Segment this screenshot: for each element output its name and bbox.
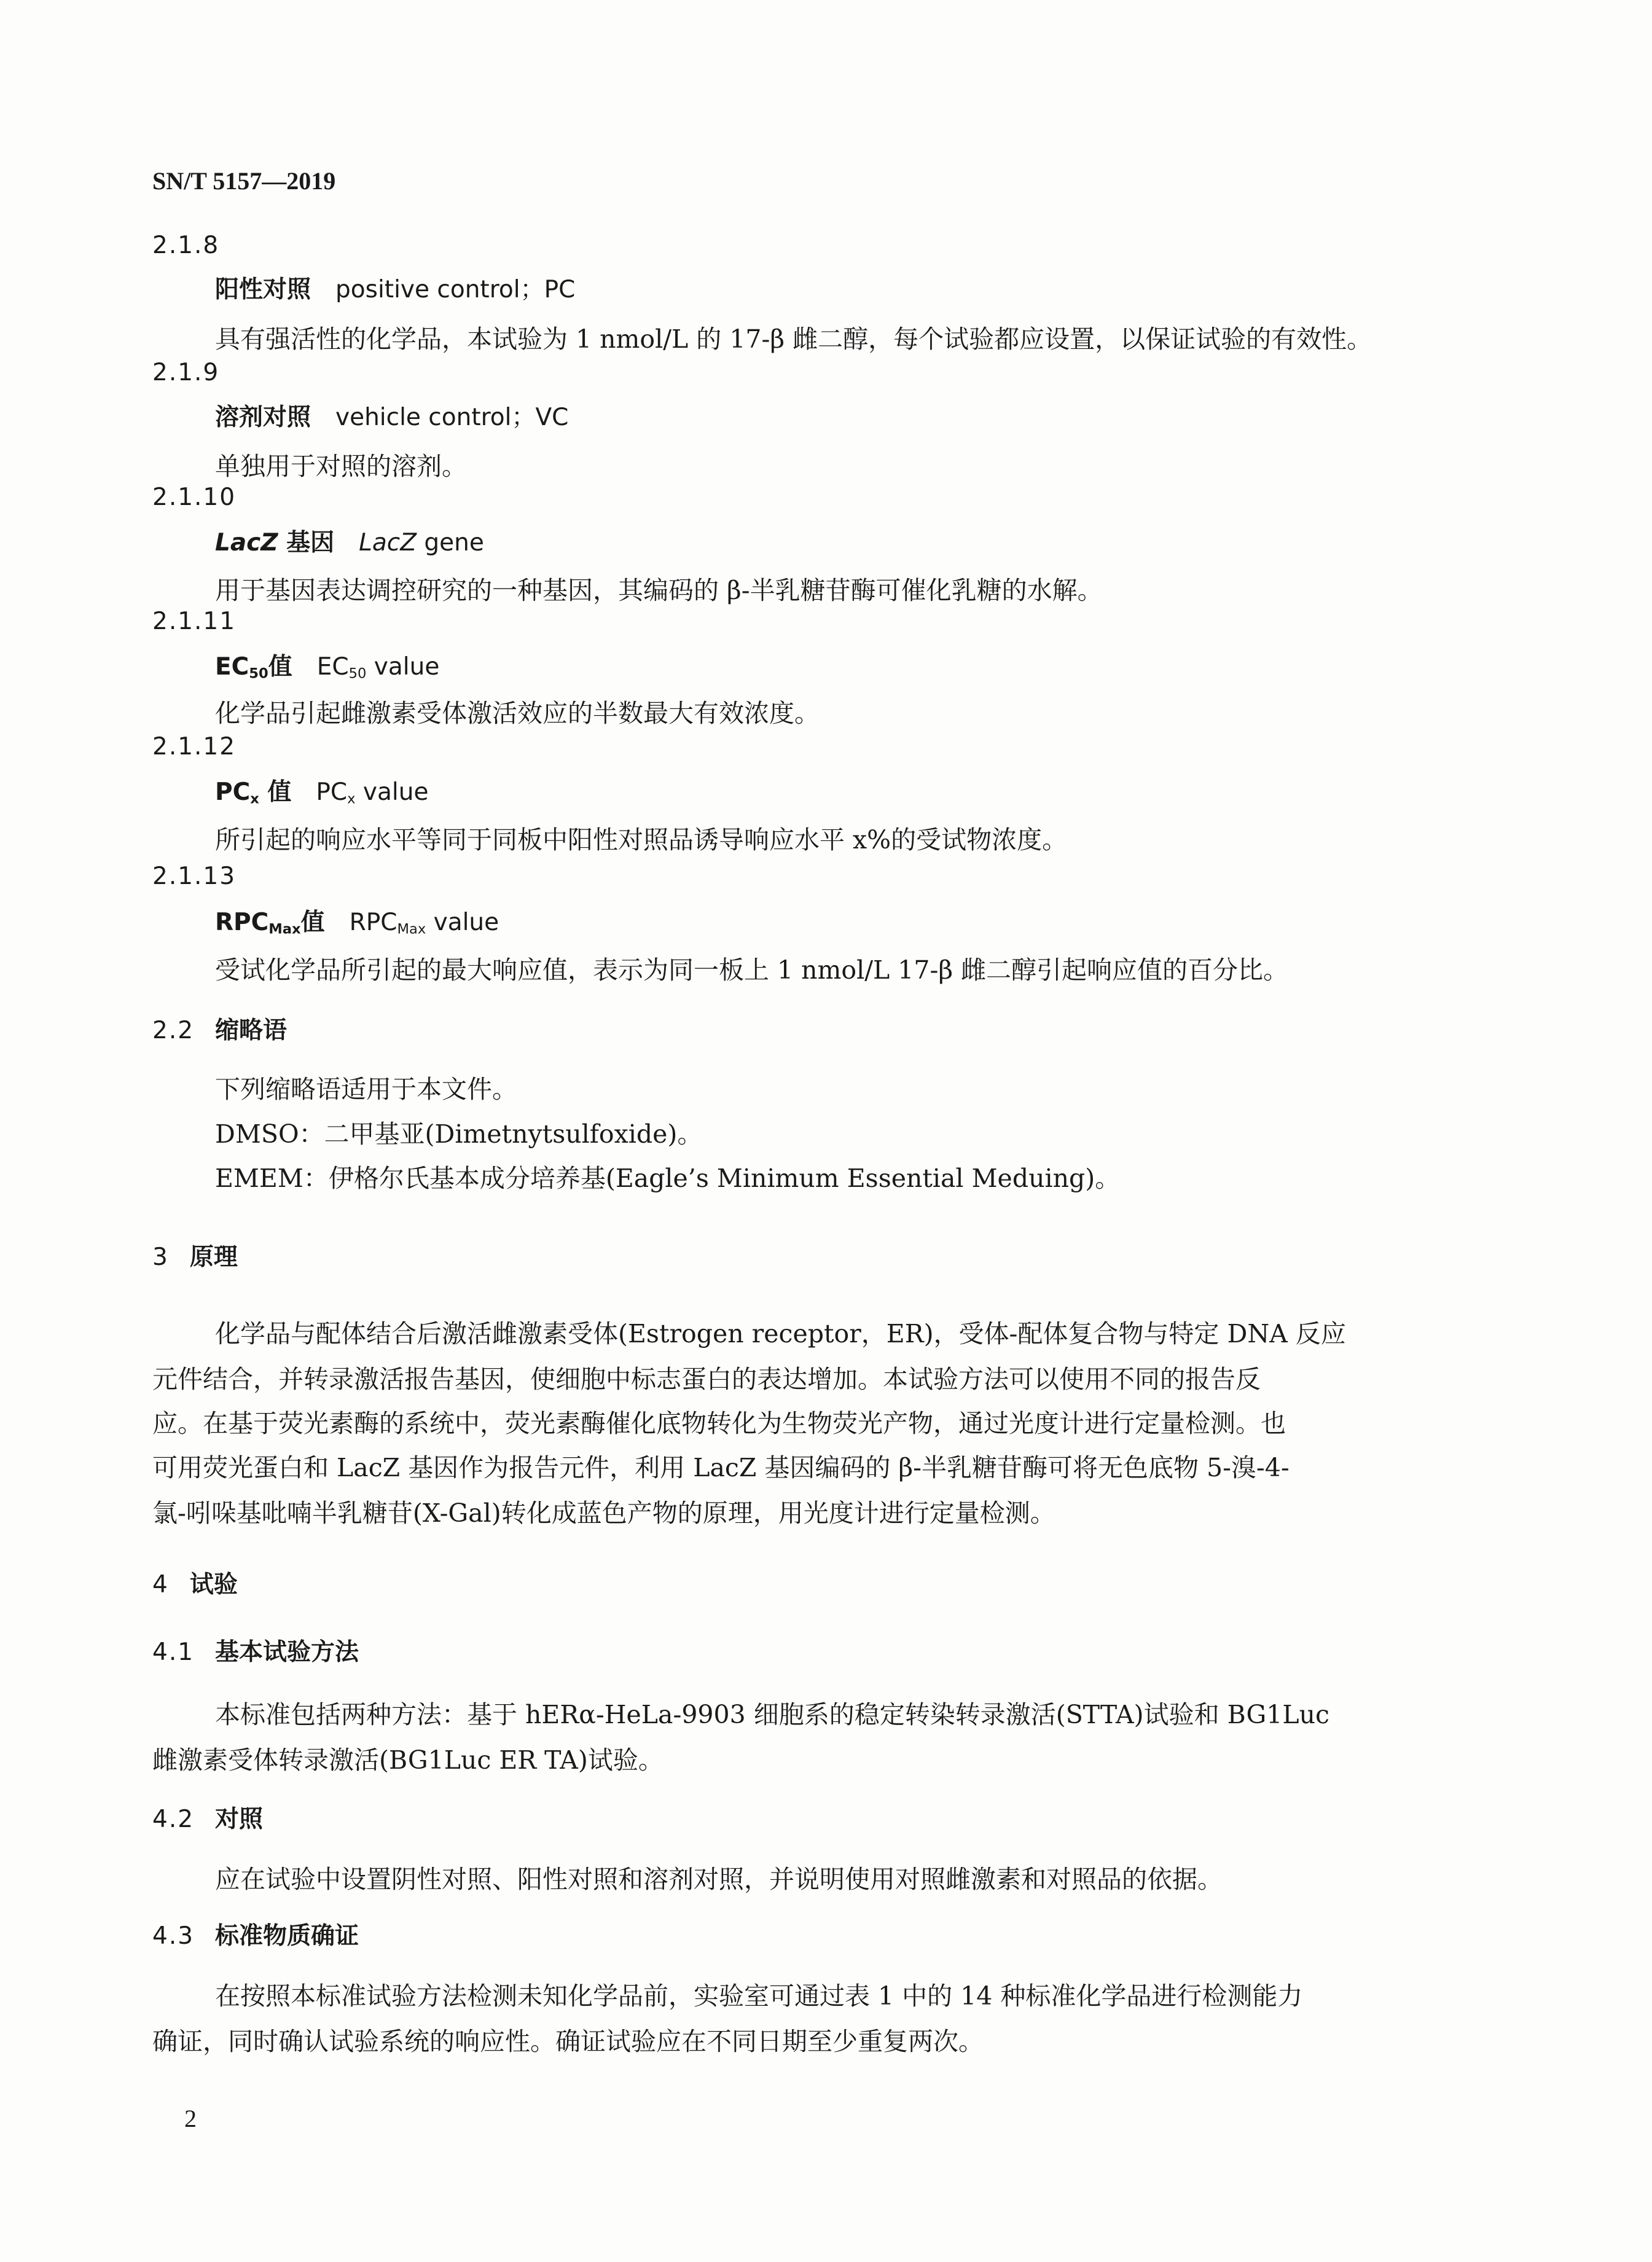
term-chinese: $RPC_{Max}$值 (215, 909, 325, 937)
paragraph-line: 元件结合，并转录激活报告基因，使细胞中标志蛋白的表达增加。本试验方法可以使用不同的报告反 (152, 1364, 1261, 1394)
term-chinese: 阳性对照 (215, 276, 311, 303)
term-english: positive control；PC (335, 276, 576, 303)
clause-number: 2.1.10 (152, 483, 237, 511)
paragraph-line: 在按照本标准试验方法检测未知化学品前，实验室可通过表 1 中的 14 种标准化学品进行检测能力 (215, 1981, 1303, 2011)
page-number: 2 (184, 2105, 197, 2132)
term-english: $EC_{50}$ value (316, 653, 440, 682)
term-line (215, 530, 484, 557)
term-line (215, 404, 568, 432)
term-definition: 受试化学品所引起的最大响应值，表示为同一板上 1 nmol/L 17-β 雌二醇引起响应值的百分比。 (215, 955, 1289, 985)
paragraph-line: 氯-吲哚基吡喃半乳糖苷(X-Gal)转化成蓝色产物的原理，用光度计进行定量检测。 (152, 1498, 1055, 1528)
paragraph-line: EMEM：伊格尔氏基本成分培养基(Eagle’s Minimum Essential Meduing)。 (215, 1164, 1121, 1193)
paragraph-line: DMSO：二甲基亚(Dimetnytsulfoxide)。 (215, 1119, 703, 1149)
term-chinese: LacZ 基因 (215, 529, 335, 557)
term-line (215, 779, 428, 807)
paragraph-line: 雌激素受体转录激活(BG1Luc ER TA)试验。 (152, 1745, 664, 1775)
clause-number: 2.1.12 (152, 733, 237, 761)
clause-number: 2.1.9 (152, 359, 220, 386)
paragraph-line: 应在试验中设置阴性对照、阳性对照和溶剂对照，并说明使用对照雌激素和对照品的依据。 (215, 1865, 1223, 1894)
clause-number: 2.1.8 (152, 232, 220, 259)
term-english: $RPC_{Max}$ value (349, 909, 499, 937)
section-heading: 4.2 对照 (152, 1806, 264, 1833)
section-heading: 4.1 基本试验方法 (152, 1638, 359, 1666)
paragraph-line: 确证，同时确认试验系统的响应性。确证试验应在不同日期至少重复两次。 (152, 2027, 984, 2056)
paragraph-line: 本标准包括两种方法：基于 hERα-HeLa-9903 细胞系的稳定转染转录激活(STTA)试验和 BG1Luc (215, 1700, 1329, 1729)
paragraph-line: 下列缩略语适用于本文件。 (215, 1074, 517, 1104)
paragraph-line: 可用荧光蛋白和 LacZ 基因作为报告元件，利用 LacZ 基因编码的 β-半乳糖苷酶可将无色底物 5-溴-4- (152, 1453, 1290, 1482)
term-line (215, 909, 499, 937)
term-line (215, 276, 575, 304)
term-english: $PC_x$ value (316, 778, 429, 807)
paragraph-line: 化学品与配体结合后激活雌激素受体(Estrogen receptor，ER)，受体-配体复合物与特定 DNA 反应 (215, 1319, 1346, 1348)
term-definition: 用于基因表达调控研究的一种基因，其编码的 β-半乳糖苷酶可催化乳糖的水解。 (215, 576, 1103, 605)
standard-header: SN/T 5157—2019 (152, 167, 336, 195)
section-heading: 4 试验 (152, 1571, 238, 1599)
section-heading: 2.2 缩略语 (152, 1017, 288, 1044)
term-definition: 单独用于对照的溶剂。 (215, 452, 467, 481)
section-heading: 3 原理 (152, 1243, 238, 1271)
term-chinese: 溶剂对照 (215, 404, 311, 431)
section-heading: 4.3 标准物质确证 (152, 1922, 359, 1950)
clause-number: 2.1.13 (152, 863, 237, 890)
term-definition: 具有强活性的化学品，本试验为 1 nmol/L 的 17-β 雌二醇，每个试验都应设置，以保证试验的有效性。 (215, 324, 1372, 354)
term-english: vehicle control；VC (335, 404, 569, 431)
term-chinese: $EC_{50}$值 (215, 653, 292, 682)
paragraph-line: 应。在基于荧光素酶的系统中，荧光素酶催化底物转化为生物荧光产物，通过光度计进行定量检测。也 (152, 1409, 1286, 1438)
term-definition: 所引起的响应水平等同于同板中阳性对照品诱导响应水平 x%的受试物浓度。 (215, 825, 1068, 855)
term-line (215, 654, 439, 682)
clause-number: 2.1.11 (152, 608, 237, 635)
term-english: LacZ gene (359, 529, 484, 557)
term-chinese: $PC_x$ 值 (215, 778, 292, 807)
term-definition: 化学品引起雌激素受体激活效应的半数最大有效浓度。 (215, 699, 820, 728)
